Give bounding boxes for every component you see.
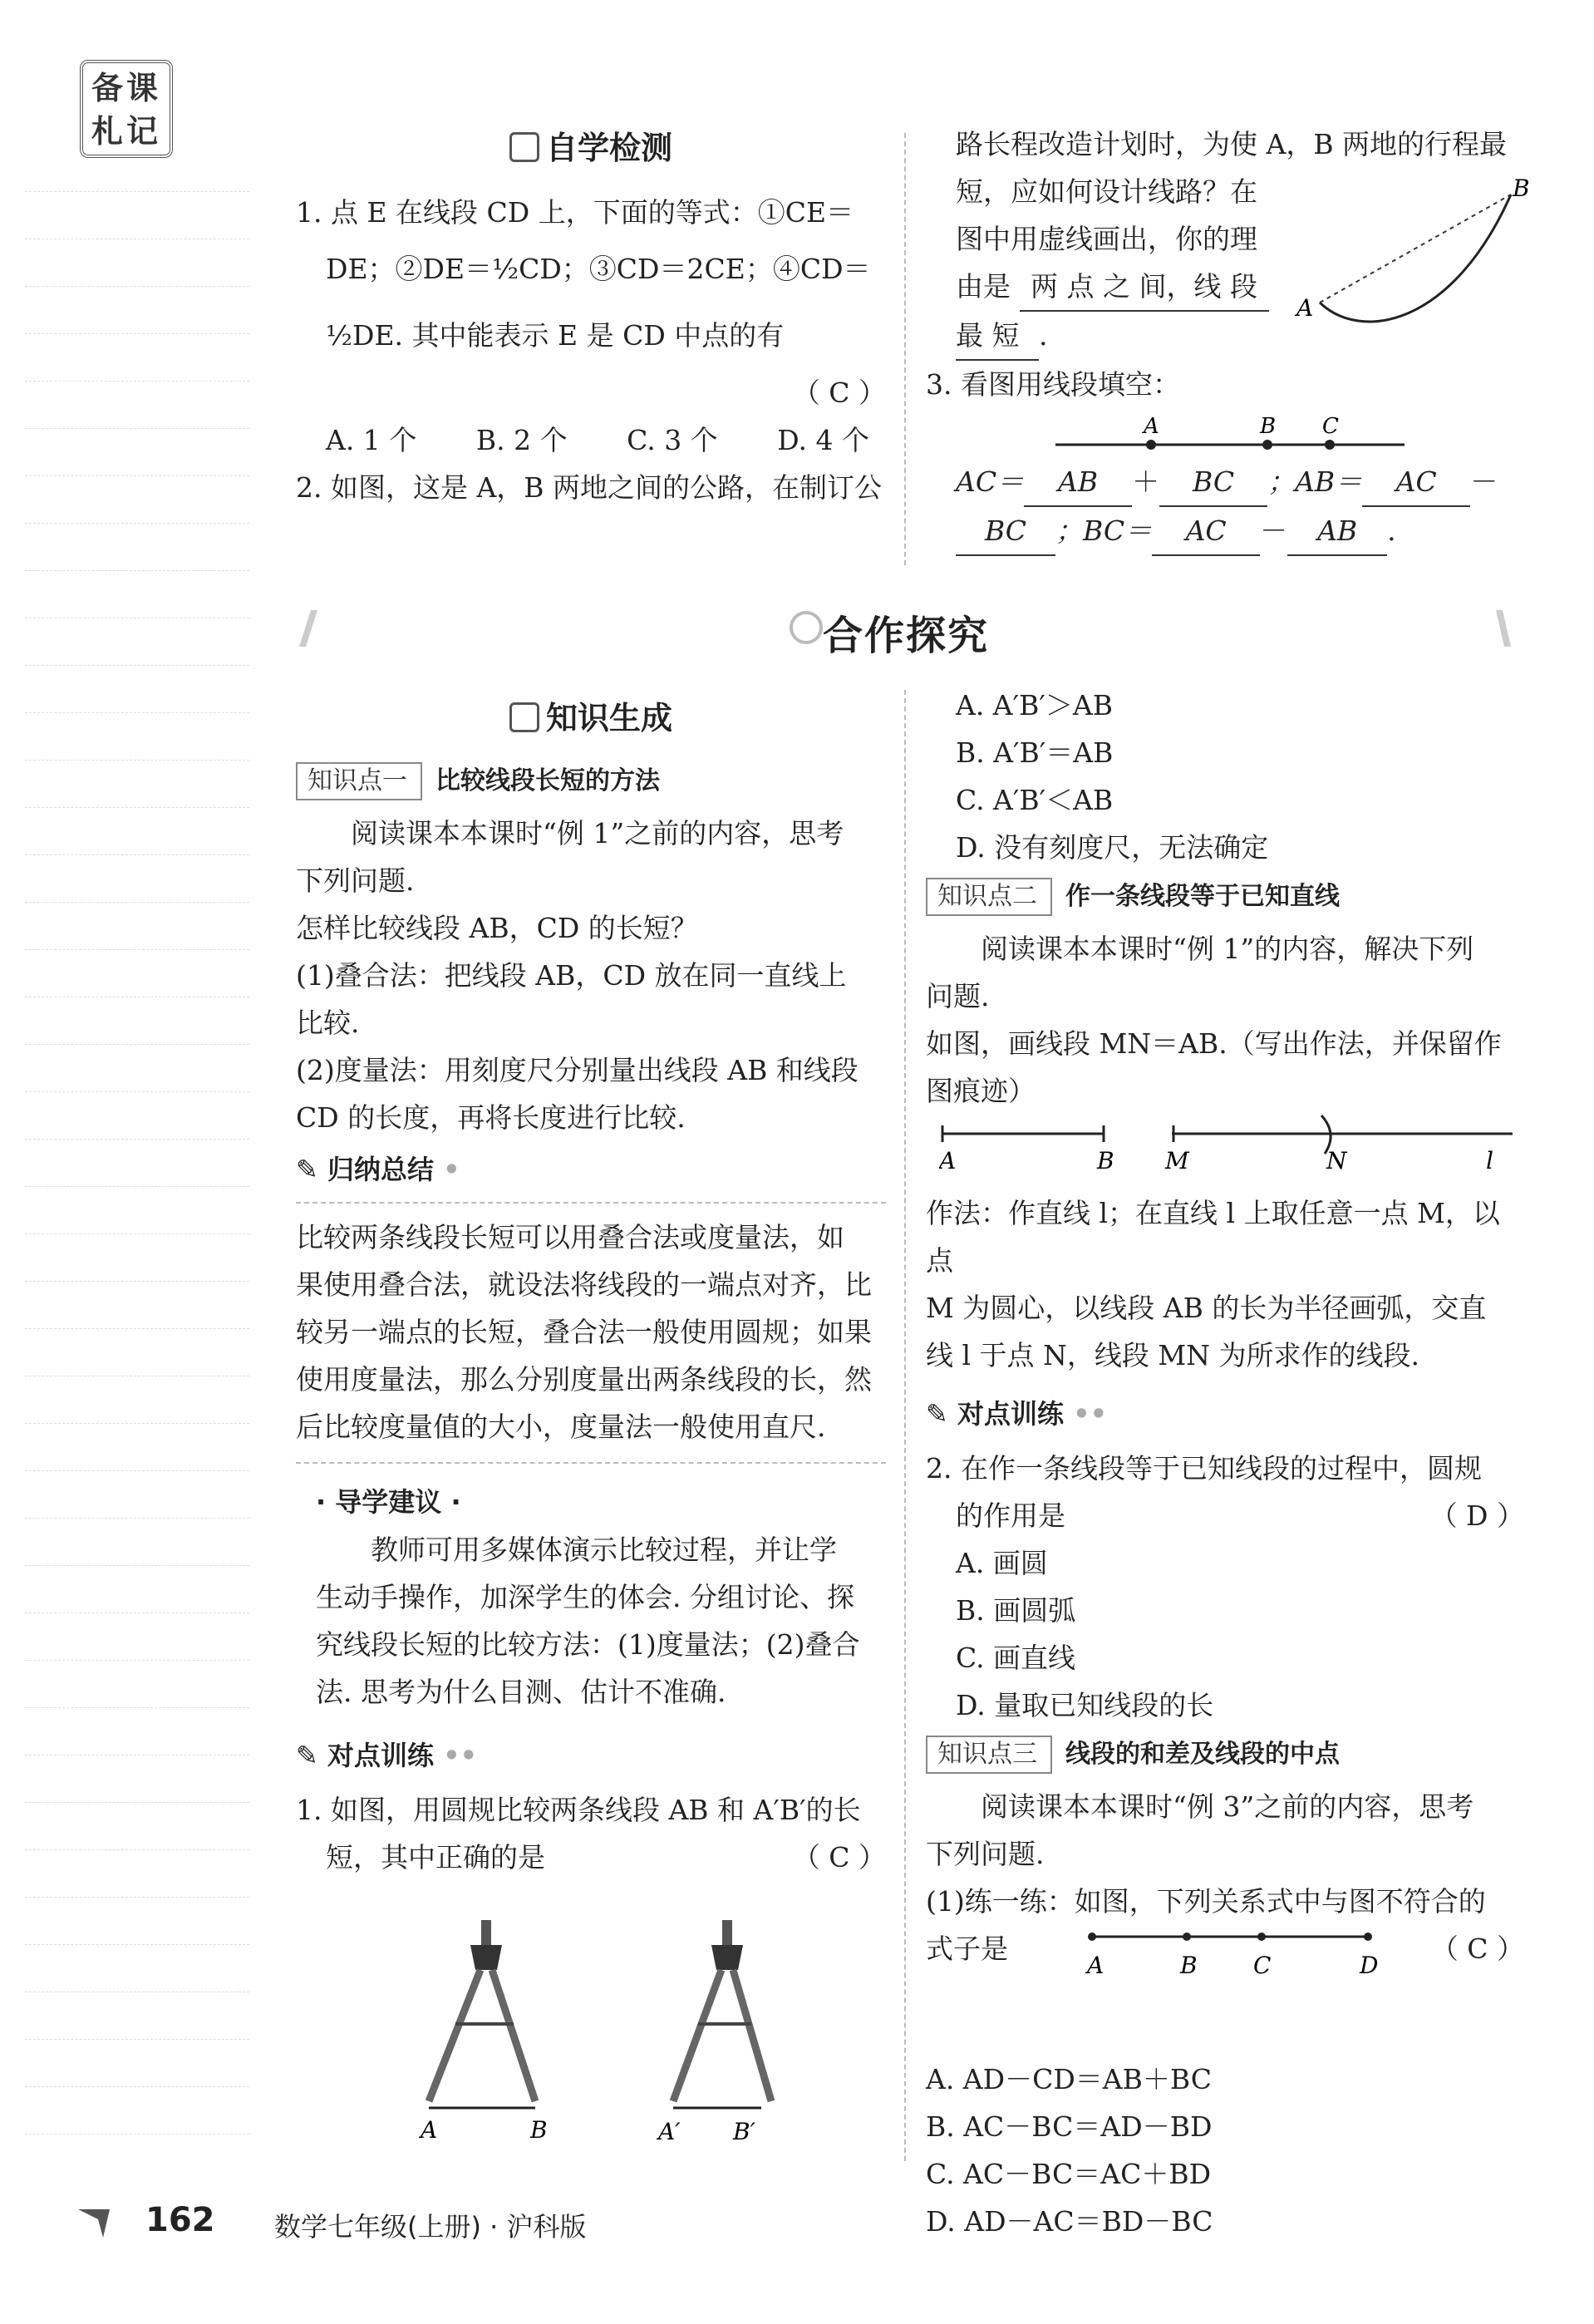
q3-label-c: C: [1322, 414, 1339, 439]
kp3-tag: 知识点三: [926, 1736, 1052, 1774]
q1-line1: 1. 点 E 在线段 CD 上，下面的等式：①CE＝: [296, 196, 854, 229]
road-label-b: B: [1513, 176, 1530, 202]
practice1-q-line1: 1. 如图，用圆规比较两条线段 AB 和 A′B′的长: [296, 1794, 861, 1826]
kp3-point-a: [1088, 1933, 1096, 1941]
q3-fill-line1: [926, 458, 1524, 507]
summary-title: [296, 1146, 886, 1194]
practice1-option-d: D. 没有刻度尺，无法确定: [956, 831, 1269, 864]
q3-minus2: －: [1260, 515, 1288, 547]
q2-line4: 图中用虚线画出，你的理: [956, 223, 1257, 255]
summary-title-text: 归纳总结: [327, 1154, 434, 1185]
note-line: [25, 1044, 249, 1045]
compass-left-leg1: [429, 1970, 480, 2101]
guide-l4: 法. 思考为什么目测、估计不准确.: [316, 1676, 726, 1708]
note-line: [25, 475, 249, 476]
practice1-answer: （ C ）: [792, 1841, 886, 1873]
kp3-q-line1: (1)练一练：如图，下列关系式中与图不符合的: [926, 1885, 1486, 1918]
practice2-q-line1: 2. 在作一条线段等于已知线段的过程中，圆规: [926, 1452, 1482, 1485]
pencil-icon: ✎: [926, 1398, 948, 1430]
notes-margin: [25, 66, 258, 2194]
kp3-header: [926, 1731, 1524, 1778]
q3-minus1: －: [1470, 465, 1498, 498]
kp1-p2: 怎样比较线段 AB，CD 的长短？: [296, 912, 698, 944]
fig-label-b: B: [1097, 1147, 1114, 1174]
practice1-option-c: C. A′B′＜AB: [956, 784, 1114, 816]
label-b-prime: B′: [733, 2118, 755, 2145]
q3-line1: 3. 看图用线段填空：: [926, 368, 1180, 401]
kp3-label-d: D: [1360, 1952, 1379, 1979]
pencil-icon: ✎: [296, 1740, 318, 1771]
dots-decor: ••: [1073, 1398, 1108, 1430]
note-line: [25, 570, 249, 571]
note-line: [25, 1328, 249, 1329]
q3-plus: ＋: [1132, 465, 1160, 498]
note-line: [25, 523, 249, 524]
compass-right: [656, 1920, 771, 2145]
practice1-q-line2: [296, 1834, 886, 1881]
kp3-answer: （ C ）: [1430, 1933, 1524, 1965]
bottom-column-divider: [904, 690, 906, 2161]
note-line: [25, 191, 249, 192]
kp2-method-l1: 作法：作直线 l；在直线 l 上取任意一点 M，以点: [926, 1197, 1500, 1277]
q3-fill-4: BC: [956, 507, 1055, 556]
kp2-tag: 知识点二: [926, 878, 1052, 916]
q3-label-b: B: [1260, 414, 1277, 439]
practice2-option-c: C. 画直线: [956, 1642, 1076, 1674]
kp3-p1b: 下列问题.: [926, 1838, 1045, 1870]
practice2-title-text: 对点训练: [957, 1398, 1064, 1430]
practice2-option-b: B. 画圆弧: [956, 1594, 1076, 1627]
note-line: [25, 1707, 249, 1708]
kp1-p1a: 阅读课本本课时“例 1”之前的内容，思考: [351, 817, 844, 849]
summary-box: [296, 1202, 886, 1464]
kp3-option-c: C. AC－BC＝AC＋BD: [926, 2158, 1212, 2190]
kp3-text: 线段的和差及线段的中点: [1065, 1740, 1340, 1769]
kp2-p2b: 图痕迹）: [926, 1075, 1036, 1107]
q1-option-d: D. 4 个: [777, 424, 869, 456]
compass-left-head: [470, 1945, 502, 1970]
q1-answer: （ C ）: [792, 377, 886, 409]
q2-line1: 2. 如图，这是 A，B 两地之间的公路，在制订公: [296, 471, 883, 504]
q1-answer-row: [296, 369, 886, 416]
q2-reason-prefix: 由是: [956, 270, 1011, 303]
kp3-option-d: D. AD－AC＝BD－BC: [926, 2205, 1213, 2238]
kp1-tag: 知识点一: [296, 762, 422, 800]
practice2-q-text2: 的作用是: [956, 1499, 1065, 1532]
guide-l3: 究线段长短的比较方法：(1)度量法；(2)叠合: [316, 1628, 860, 1661]
q2-line3: 短，应如何设计线路？在: [956, 175, 1257, 208]
note-line: [25, 902, 249, 903]
self-test-left: [296, 125, 886, 511]
compass-figure: [399, 1912, 831, 2153]
construction-figure: [939, 1114, 1521, 1180]
road-figure: [1287, 176, 1536, 326]
note-line: [25, 1849, 249, 1850]
q3-label-a: A: [1144, 414, 1159, 439]
road-label-a: A: [1296, 294, 1314, 322]
q2-reason-fill1: 两 点 之 间，线 段: [1020, 263, 1269, 312]
pencil-icon: ✎: [296, 1154, 318, 1185]
note-line: [25, 333, 249, 334]
footer-arrow-icon: [76, 2204, 135, 2241]
label-a-prime: A′: [658, 2118, 681, 2145]
note-line: [25, 949, 249, 950]
q3-bc-label: ；BC＝: [1055, 515, 1153, 547]
kp3-point-d: [1364, 1933, 1372, 1941]
practice2-option-a: A. 画圆: [956, 1547, 1048, 1579]
guide-l1: 教师可用多媒体演示比较过程，并让学: [371, 1534, 837, 1566]
note-line: [25, 1802, 249, 1803]
practice2-q-line2: [926, 1492, 1524, 1539]
practice1-title: [296, 1732, 886, 1780]
note-line: [25, 381, 249, 382]
q3-point-a: [1146, 440, 1156, 450]
q2-line6: 最 短 .: [926, 312, 1524, 361]
fig-label-n: N: [1326, 1147, 1347, 1174]
summary-l3: 较另一端点的长短，叠合法一般使用圆规；如果: [296, 1316, 872, 1348]
practice1-title-text: 对点训练: [327, 1740, 434, 1771]
note-line: [25, 286, 249, 287]
fig-label-l: l: [1486, 1147, 1493, 1174]
note-line: [25, 760, 249, 761]
dots-decor: •: [443, 1154, 460, 1185]
q3-fill-6: AB: [1287, 507, 1387, 556]
kp3-option-a: A. AD－CD＝AB＋BC: [926, 2063, 1213, 2095]
practice2-answer: （ D ）: [1429, 1499, 1524, 1532]
fig-label-a: A: [939, 1147, 957, 1174]
note-line: [25, 1660, 249, 1661]
badge-line2: 札记: [91, 112, 161, 150]
label-a: A: [421, 2116, 438, 2144]
kp1-header: [296, 757, 886, 805]
badge-line1: 备课: [91, 69, 161, 106]
practice2-option-d: D. 量取已知线段的长: [956, 1689, 1214, 1721]
practice1-option-a: A. A′B′＞AB: [956, 689, 1113, 721]
compass-right-leg1: [673, 1970, 721, 2101]
kp2-p2a: 如图，画线段 MN＝AB.（写出作法，并保留作: [926, 1027, 1502, 1060]
kp1-p3a: (1)叠合法：把线段 AB，CD 放在同一直线上: [296, 959, 847, 992]
q3-fill-3: AC: [1362, 458, 1470, 507]
kp3-label-c: C: [1253, 1952, 1272, 1979]
kp2-method-l2: M 为圆心，以线段 AB 的长为半径画弧，交直: [926, 1292, 1487, 1324]
kp2-p1b: 问题.: [926, 980, 990, 1012]
road-curve: [1320, 194, 1511, 322]
note-line: [25, 2086, 249, 2087]
kp2-method-l3: 线 l 于点 N，线段 MN 为所求作的线段.: [926, 1339, 1420, 1371]
note-line: [25, 1518, 249, 1519]
note-line: [25, 665, 249, 666]
kp2-header: [926, 873, 1524, 920]
compass-left: [418, 1920, 548, 2144]
note-line: [25, 807, 249, 808]
kp2-p1a: 阅读课本本课时“例 1”的内容，解决下列: [981, 933, 1474, 965]
practice1-q-text2: 短，其中正确的是: [326, 1841, 545, 1873]
compass-right-leg2: [733, 1970, 771, 2101]
q3-fill-5: AC: [1152, 507, 1260, 556]
kp3-option-b: B. AC－BC＝AD－BD: [926, 2110, 1213, 2143]
kp3-q-text2: 式子是: [926, 1933, 1008, 1965]
practice1-option-b: B. A′B′＝AB: [956, 736, 1114, 769]
kp3-p1a: 阅读课本本课时“例 3”之前的内容，思考: [981, 1790, 1474, 1823]
note-line: [25, 1897, 249, 1898]
banner-title: 合作探究: [822, 613, 989, 659]
compass-left-handle: [481, 1920, 491, 1945]
knowledge-title-text: 知识生成: [545, 700, 672, 736]
q1-option-c: C. 3 个: [627, 424, 718, 456]
q3-ab-label: ；AB＝: [1267, 465, 1363, 498]
note-line: [25, 1944, 249, 1945]
kp1-text: 比较线段长短的方法: [435, 766, 660, 795]
summary-l4: 使用度量法，那么分别度量出两条线段的长，然: [296, 1363, 872, 1396]
label-b: B: [530, 2116, 548, 2144]
knowledge-title: [296, 695, 886, 742]
q3-fill-2: BC: [1159, 458, 1267, 507]
book-title: 数学七年级(上册) · 沪科版: [274, 2211, 587, 2243]
note-line: [25, 1423, 249, 1424]
note-line: [25, 1565, 249, 1566]
top-column-divider: [904, 133, 906, 565]
note-line: [25, 1091, 249, 1092]
fig-label-m: M: [1165, 1147, 1189, 1174]
q3-fill-line2: [926, 507, 1524, 556]
knowledge-left: [296, 695, 886, 1881]
kp2-text: 作一条线段等于已知直线: [1065, 882, 1340, 911]
kp1-p1b: 下列问题.: [296, 864, 415, 897]
cooperation-banner: [299, 598, 1513, 657]
note-line: [25, 1139, 249, 1140]
note-line: [25, 1281, 249, 1282]
page-number: 162: [145, 2201, 215, 2239]
guide-l2: 生动手操作，加深学生的体会. 分组讨论、探: [316, 1581, 854, 1613]
practice2-title: [926, 1391, 1524, 1438]
q3-end: .: [1387, 515, 1396, 547]
self-test-title-text: 自学检测: [545, 130, 672, 166]
book-icon: [509, 702, 539, 732]
kp1-p3b: 比较.: [296, 1007, 360, 1039]
lesson-notes-badge: [80, 60, 173, 158]
q1-option-b: B. 2 个: [475, 424, 568, 456]
compass-right-head: [711, 1945, 743, 1970]
kp3-point-c: [1257, 1933, 1266, 1941]
q1-line3: ½DE. 其中能表示 E 是 CD 中点的有: [326, 319, 785, 352]
checklist-icon: [509, 132, 539, 162]
note-line: [25, 712, 249, 713]
note-line: [25, 1470, 249, 1471]
note-line: [25, 854, 249, 855]
q1-options: [296, 416, 886, 464]
kp3-label-a: A: [1087, 1952, 1104, 1979]
dots-decor: ••: [443, 1740, 478, 1771]
q2-reason-fill2: 最 短: [956, 312, 1039, 361]
summary-l1: 比较两条线段长短可以用叠合法或度量法，如: [296, 1221, 844, 1253]
compass-left-leg2: [492, 1970, 535, 2101]
kp1-p4a: (2)度量法：用刻度尺分别量出线段 AB 和线段: [296, 1054, 858, 1086]
summary-l5: 后比较度量值的大小，度量法一般使用直尺.: [296, 1411, 826, 1443]
guide-title: · 导学建议 ·: [316, 1486, 461, 1518]
q3-point-c: [1325, 440, 1335, 450]
kp3-point-b: [1183, 1933, 1191, 1941]
q3-point-b: [1262, 440, 1272, 450]
kp3-segment-figure: [1080, 1927, 1388, 1985]
note-line: [25, 1186, 249, 1187]
kp3-label-b: B: [1180, 1952, 1198, 1979]
kp1-p4b: CD 的长度，再将长度进行比较.: [296, 1101, 686, 1134]
self-test-title: [296, 125, 886, 172]
q3-fill-1: AB: [1024, 458, 1132, 507]
q3-ac-label: AC＝: [956, 465, 1025, 498]
note-line: [25, 428, 249, 429]
q1-line2: DE；②DE＝½CD；③CD＝2CE；④CD＝: [326, 253, 871, 285]
note-line: [25, 2039, 249, 2040]
compass-right-handle: [722, 1920, 732, 1945]
note-line: [25, 1233, 249, 1234]
knowledge-right: [926, 682, 1524, 2245]
q2-line2: 路长程改造计划时，为使 A，B 两地的行程最: [956, 128, 1508, 160]
q1-option-a: A. 1 个: [326, 424, 417, 456]
q3-segment-figure: [1055, 411, 1421, 453]
summary-l2: 果使用叠合法，就设法将线段的一端点对齐，比: [296, 1268, 872, 1301]
